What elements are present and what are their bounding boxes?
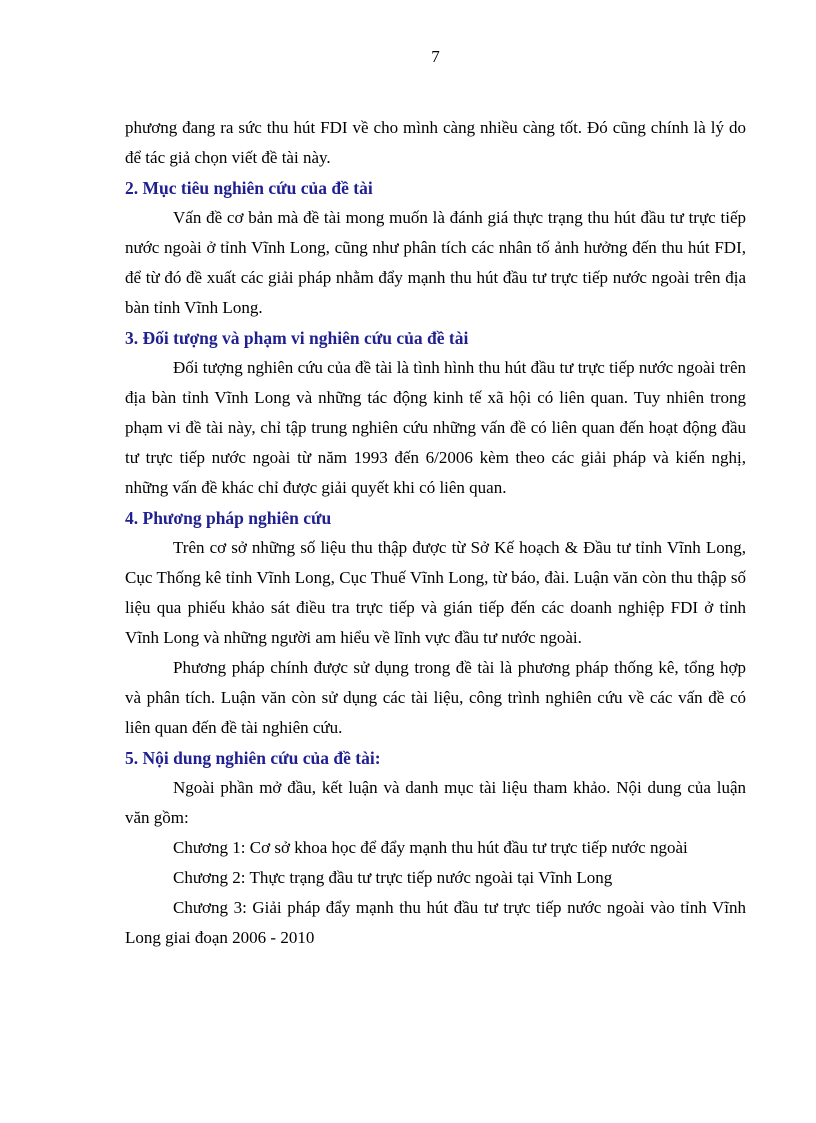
document-body: [125, 113, 746, 953]
chapter-1-item: Chương 1: Cơ sở khoa học để đẩy mạnh thu hút đầu tư trực tiếp nước ngoài: [173, 838, 688, 857]
intro-paragraph: phương đang ra sức thu hút FDI về cho mình càng nhiều càng tốt. Đó cũng chính là lý do để tác giả chọn viết đề tài này.: [125, 118, 746, 167]
page-number: 7: [431, 47, 440, 66]
chapter-2-item: Chương 2: Thực trạng đầu tư trực tiếp nước ngoài tại Vĩnh Long: [173, 868, 613, 887]
section-heading-scope: 3. Đối tượng và phạm vi nghiên cứu của đề tài: [125, 328, 469, 348]
methods-paragraph-1: Trên cơ sở những số liệu thu thập được từ Sở Kế hoạch & Đầu tư tỉnh Vĩnh Long, Cục Thống kê tỉnh Vĩnh Long, Cục Thuế Vĩnh Long, từ báo, đài. Luận văn còn thu thập số liệu qua phiếu khảo sát điều tra trực tiếp và gián tiếp đến các doanh nghiệp FDI ở tỉnh Vĩnh Long và những người am hiểu về lĩnh vực đầu tư nước ngoài.: [125, 538, 746, 647]
scope-paragraph: Đối tượng nghiên cứu của đề tài là tình hình thu hút đầu tư trực tiếp nước ngoài trên địa bàn tỉnh Vĩnh Long và những tác động kinh tế xã hội có liên quan. Tuy nhiên trong phạm vi đề tài này, chỉ tập trung nghiên cứu những vấn đề có liên quan đến hoạt động đầu tư trực tiếp nước ngoài từ năm 1993 đến 6/2006 kèm theo các giải pháp và kiến nghị, những vấn đề khác chỉ được giải quyết khi có liên quan.: [125, 358, 746, 497]
objectives-paragraph: Vấn đề cơ bản mà đề tài mong muốn là đánh giá thực trạng thu hút đầu tư trực tiếp nước ngoài ở tỉnh Vĩnh Long, cũng như phân tích các nhân tố ảnh hưởng đến thu hút FDI, để từ đó đề xuất các giải pháp nhằm đẩy mạnh thu hút đầu tư trực tiếp nước ngoài trên địa bàn tỉnh Vĩnh Long.: [125, 208, 746, 317]
chapter-3-item: Chương 3: Giải pháp đẩy mạnh thu hút đầu tư trực tiếp nước ngoài vào tỉnh Vĩnh Long giai đoạn 2006 - 2010: [125, 898, 746, 947]
section-heading-objectives: 2. Mục tiêu nghiên cứu của đề tài: [125, 178, 373, 198]
section-heading-content: 5. Nội dung nghiên cứu của đề tài:: [125, 748, 381, 768]
content-paragraph: Ngoài phần mở đầu, kết luận và danh mục tài liệu tham khảo. Nội dung của luận văn gồm:: [125, 778, 746, 827]
methods-paragraph-2: Phương pháp chính được sử dụng trong đề tài là phương pháp thống kê, tổng hợp và phân tích. Luận văn còn sử dụng các tài liệu, công trình nghiên cứu về các vấn đề có liên quan đến đề tài nghiên cứu.: [125, 658, 746, 737]
section-heading-methods: 4. Phương pháp nghiên cứu: [125, 508, 332, 528]
